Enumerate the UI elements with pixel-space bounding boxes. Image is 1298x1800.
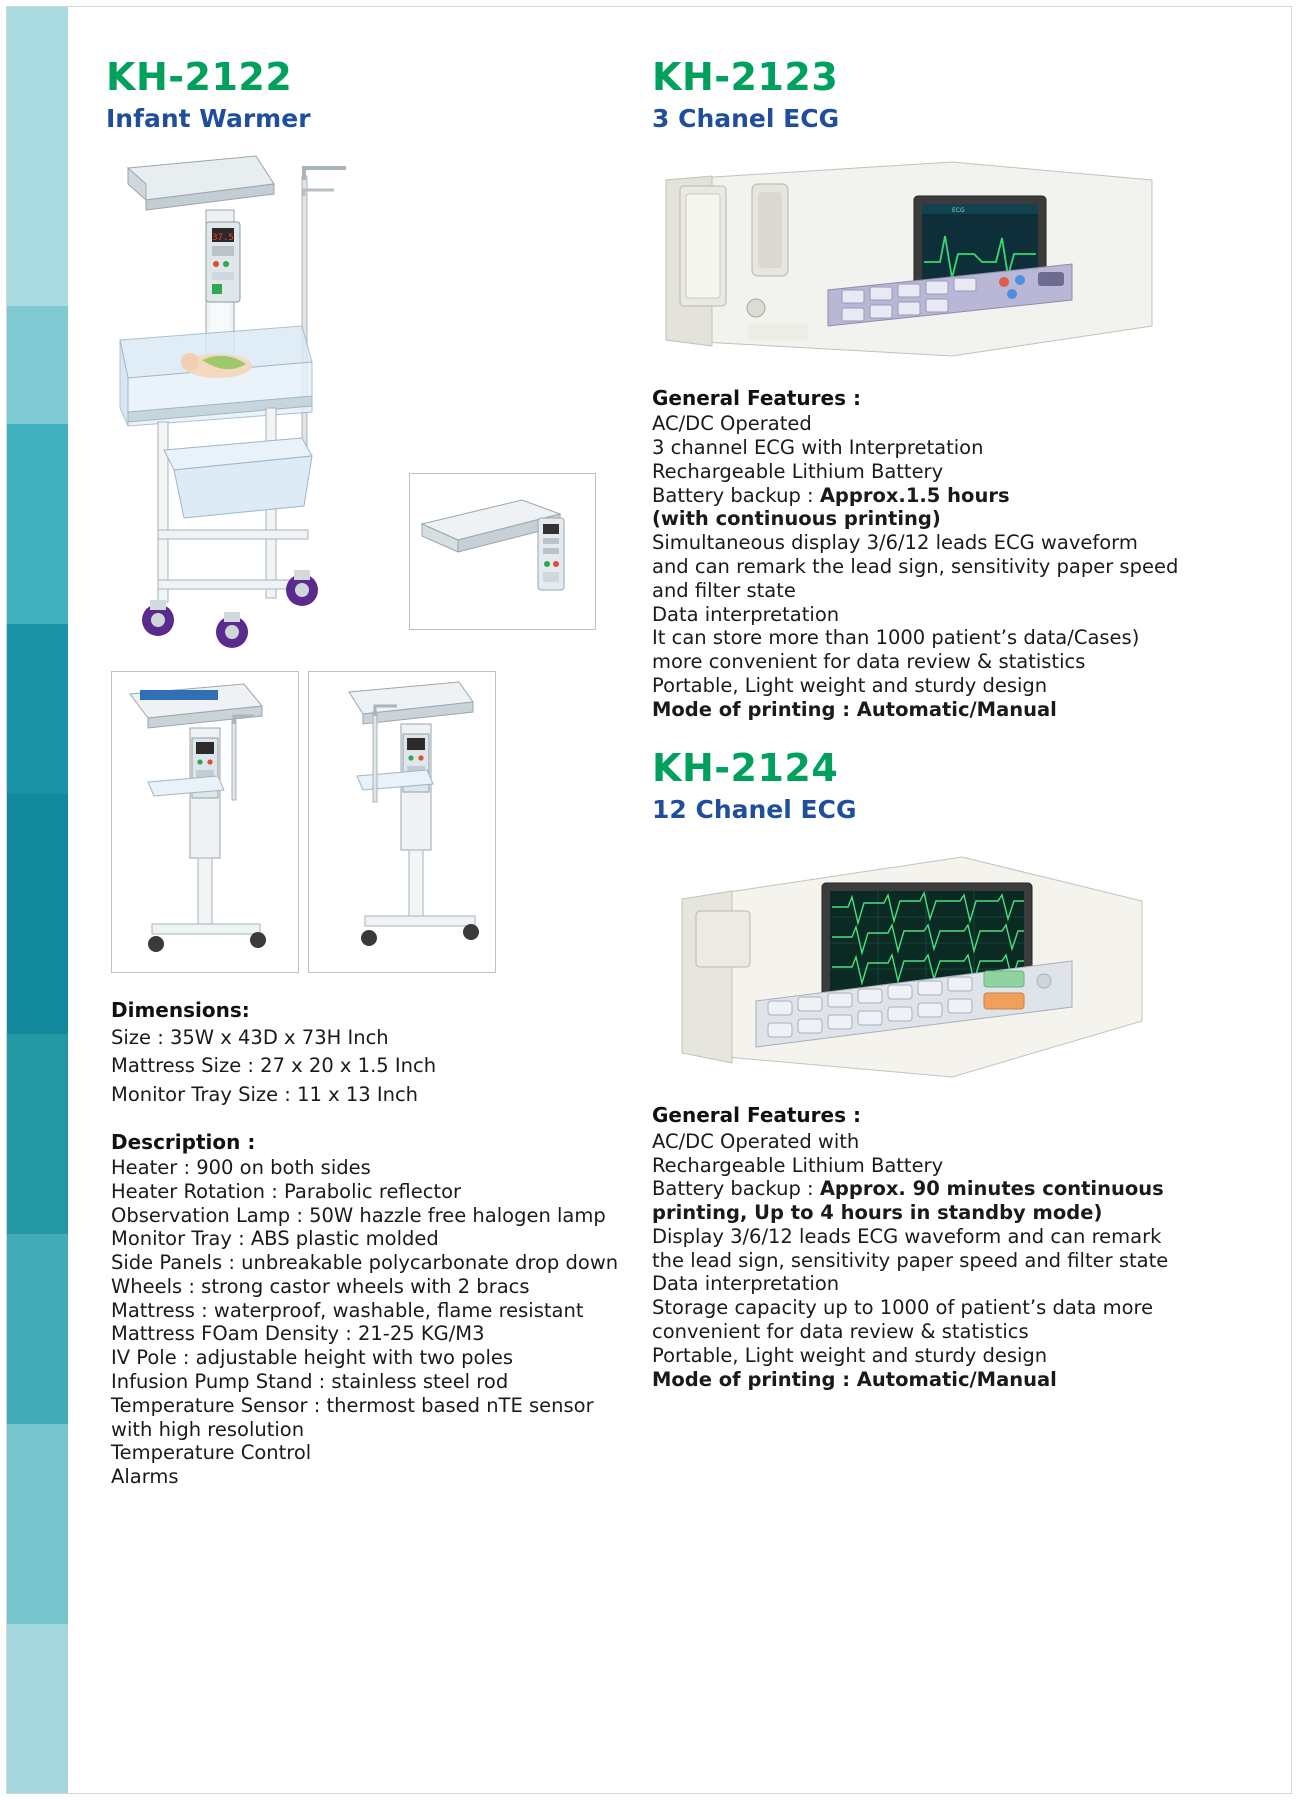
description-item: Mattress FOam Density : 21-25 KG/M3	[111, 1322, 485, 1346]
product-2123-header	[652, 55, 1212, 134]
feature-item: Mode of printing : Automatic/Manual	[652, 1367, 1057, 1391]
strip-band	[6, 1234, 68, 1424]
dimension-item: Mattress Size : 27 x 20 x 1.5 Inch	[111, 1054, 437, 1078]
description-item: Mattress : waterproof, washable, flame resistant	[111, 1298, 584, 1322]
description-item: Wheels : strong castor wheels with 2 bracs	[111, 1274, 530, 1298]
feature-item: 3 channel ECG with Interpretation	[652, 436, 984, 460]
infant-warmer-illustration	[106, 150, 406, 670]
product-code: KH-2123	[652, 55, 839, 99]
svg-text:37.5: 37.5	[212, 232, 234, 243]
strip-band	[6, 1424, 68, 1624]
strip-band	[6, 306, 68, 424]
ecg12-photo	[652, 841, 1172, 1091]
description-item: Temperature Sensor : thermost based nTE sensor	[111, 1393, 594, 1417]
description-item: Heater Rotation : Parabolic reflector	[111, 1179, 462, 1203]
strip-band	[6, 1624, 68, 1794]
ecg3-photo	[652, 150, 1172, 372]
feature-value: Approx.1.5 hours	[819, 483, 1010, 507]
feature-item: It can store more than 1000 patient’s data/Cases)	[652, 626, 1140, 650]
left-color-strip	[6, 6, 68, 1794]
feature-item: Storage capacity up to 1000 of patient’s data more	[652, 1296, 1154, 1320]
description-title: Description :	[111, 1130, 256, 1154]
strip-band	[6, 1034, 68, 1234]
description-list	[111, 1156, 641, 1489]
heater-closeup-frame	[409, 473, 596, 630]
svg-text:ECG: ECG	[952, 206, 965, 214]
feature-item: Data interpretation	[652, 602, 840, 626]
ecg3-features	[652, 386, 1212, 722]
product-code: KH-2122	[106, 55, 293, 99]
description-item: with high resolution	[111, 1417, 305, 1441]
ecg12-illustration	[652, 841, 1172, 1091]
feature-label: Battery backup :	[652, 483, 820, 507]
strip-band	[6, 794, 68, 1034]
feature-item: Data interpretation	[652, 1272, 840, 1296]
features-title: General Features :	[652, 1103, 861, 1128]
dimension-item: Monitor Tray Size : 11 x 13 Inch	[111, 1082, 419, 1106]
feature-value: Approx. 90 minutes continuous	[819, 1177, 1164, 1201]
feature-item-battery	[652, 1177, 1212, 1201]
description-item: Heater : 900 on both sides	[111, 1156, 371, 1179]
dimensions-block	[111, 998, 631, 1109]
product-name: Infant Warmer	[106, 103, 311, 133]
product-column-left	[106, 55, 646, 1489]
heater-closeup-illustration	[410, 474, 595, 629]
feature-item: Portable, Light weight and sturdy design	[652, 1343, 1048, 1367]
product-column-right	[652, 55, 1212, 1391]
feature-item: Rechargeable Lithium Battery	[652, 1153, 944, 1177]
description-item: Side Panels : unbreakable polycarbonate drop down	[111, 1251, 619, 1275]
feature-item: AC/DC Operated	[652, 412, 812, 436]
feature-item: and filter state	[652, 578, 796, 602]
feature-item: Portable, Light weight and sturdy design	[652, 673, 1048, 697]
infant-warmer-photo-right-frame	[308, 671, 496, 973]
infant-warmer-photo-right	[309, 672, 495, 972]
feature-item: Display 3/6/12 leads ECG waveform and can remark	[652, 1224, 1162, 1248]
dimension-item: Size : 35W x 43D x 73H Inch	[111, 1026, 389, 1049]
description-item-indented: Temperature Control	[111, 1441, 312, 1465]
feature-item: more convenient for data review & statistics	[652, 650, 1086, 674]
feature-item: Rechargeable Lithium Battery	[652, 459, 944, 483]
page-content	[80, 0, 1290, 1800]
feature-item: (with continuous printing)	[652, 507, 941, 531]
description-item-indented: Alarms	[111, 1465, 179, 1489]
feature-item: Simultaneous display 3/6/12 leads ECG waveform	[652, 531, 1138, 555]
product-code: KH-2124	[652, 746, 839, 791]
infant-warmer-main-photo	[106, 150, 406, 670]
strip-band	[6, 424, 68, 624]
product-name: 3 Chanel ECG	[652, 103, 840, 133]
infant-warmer-photo-left-frame	[111, 671, 299, 973]
feature-item: AC/DC Operated with	[652, 1129, 860, 1153]
feature-item: printing, Up to 4 hours in standby mode)	[652, 1201, 1103, 1225]
strip-band	[6, 624, 68, 794]
feature-item-battery	[652, 484, 1212, 508]
feature-item: the lead sign, sensitivity paper speed and filter state	[652, 1248, 1169, 1272]
description-item: Infusion Pump Stand : stainless steel rod	[111, 1370, 509, 1394]
feature-item: Mode of printing : Automatic/Manual	[652, 697, 1057, 721]
description-block	[111, 1130, 641, 1489]
feature-item: and can remark the lead sign, sensitivity paper speed	[652, 554, 1179, 578]
ecg12-features	[652, 1103, 1212, 1391]
infant-warmer-photo-left	[112, 672, 298, 972]
dimensions-list	[111, 1024, 631, 1109]
product-2122-header	[106, 55, 646, 134]
product-name: 12 Chanel ECG	[652, 795, 857, 825]
product-2124-header	[652, 746, 1212, 825]
feature-item: convenient for data review & statistics	[652, 1319, 1029, 1343]
feature-label: Battery backup :	[652, 1177, 820, 1201]
description-item: Monitor Tray : ABS plastic molded	[111, 1227, 439, 1251]
features-title: General Features :	[652, 385, 861, 410]
ecg3-illustration	[652, 150, 1172, 372]
strip-band	[6, 6, 68, 306]
description-item: IV Pole : adjustable height with two poles	[111, 1346, 514, 1370]
dimensions-title: Dimensions:	[111, 998, 250, 1022]
description-item: Observation Lamp : 50W hazzle free halogen lamp	[111, 1203, 606, 1227]
